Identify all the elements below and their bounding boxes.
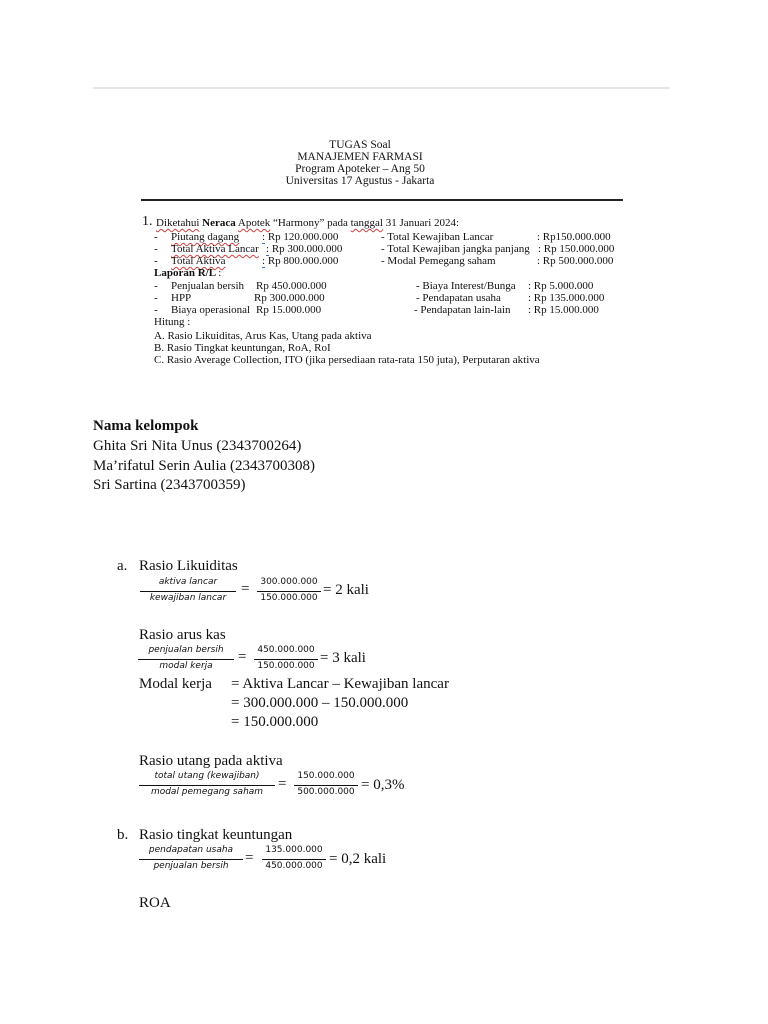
fraction-bar <box>262 859 326 860</box>
fraction-bar <box>139 859 243 860</box>
page-top-divider <box>93 87 670 89</box>
utang-word-fraction <box>139 770 275 800</box>
likuiditas-result: = 2 kali <box>323 582 369 598</box>
fraction-denominator: 150.000.000 <box>260 593 318 603</box>
group-member: Sri Sartina (2343700359) <box>93 477 246 493</box>
modal-kerja-label: Modal kerja <box>139 676 212 692</box>
balance-label: - Modal Pemegang saham <box>381 255 496 267</box>
problem-intro: Diketahui Neraca Apotek “Harmony” pada tanggal 31 Januari 2024: <box>156 217 460 229</box>
balance-label: Total Aktiva <box>171 255 226 267</box>
likuiditas-word-fraction <box>140 576 236 606</box>
fraction-bar <box>294 785 358 786</box>
problem-number: 1. <box>142 214 153 229</box>
group-member: Ma’rifatul Serin Aulia (2343700308) <box>93 458 316 474</box>
dash: - <box>154 231 158 243</box>
income-value: Rp 300.000.000 <box>254 292 325 304</box>
section-a-marker: a. <box>117 558 128 574</box>
income-label: Biaya operasional <box>171 304 251 316</box>
university-title: Universitas 17 Agustus - Jakarta <box>285 175 435 187</box>
keuntungan-result: = 0,2 kali <box>329 851 387 867</box>
keuntungan-value-fraction <box>262 844 326 874</box>
fraction-bar <box>257 591 321 592</box>
fraction-bar <box>139 785 275 786</box>
dash: - <box>154 243 158 255</box>
group-member: Ghita Sri Nita Unus (2343700264) <box>93 438 302 454</box>
income-value: Rp 15.000.000 <box>256 304 322 316</box>
fraction-denominator: modal kerja <box>159 661 213 671</box>
modal-kerja-line: = 300.000.000 – 150.000.000 <box>231 695 409 711</box>
roa-heading: ROA <box>139 895 171 911</box>
equals-sign: = <box>245 850 254 866</box>
fraction-numerator: pendapatan usaha <box>148 845 234 855</box>
balance-label: Piutang dagang <box>171 231 240 243</box>
balance-value: : Rp 150.000.000 <box>538 243 615 255</box>
fraction-numerator: 300.000.000 <box>260 577 318 587</box>
section-b-marker: b. <box>117 827 129 843</box>
fraction-numerator: total utang (kewajiban) <box>154 771 260 781</box>
income-value: Rp 450.000.000 <box>256 280 327 292</box>
balance-label: Total Aktiva Lancar <box>171 243 259 255</box>
income-value: : Rp 135.000.000 <box>528 292 605 304</box>
arus-kas-value-fraction <box>254 644 318 674</box>
balance-value: : Rp150.000.000 <box>537 231 611 243</box>
balance-label: - Total Kewajiban Lancar <box>381 231 494 243</box>
arus-kas-title: Rasio arus kas <box>139 627 226 643</box>
fraction-denominator: 150.000.000 <box>257 661 315 671</box>
equals-sign: = <box>238 649 247 665</box>
balance-value: : Rp 500.000.000 <box>537 255 614 267</box>
fraction-numerator: 150.000.000 <box>297 771 355 781</box>
utang-title: Rasio utang pada aktiva <box>139 753 283 769</box>
dash: - <box>154 280 158 292</box>
course-title: MANAJEMEN FARMASI <box>297 151 423 163</box>
likuiditas-value-fraction <box>257 576 321 606</box>
header-rule <box>141 199 623 201</box>
equals-sign: = <box>278 776 287 792</box>
income-value: : Rp 5.000.000 <box>528 280 594 292</box>
fraction-numerator: aktiva lancar <box>158 577 218 587</box>
arus-kas-result: = 3 kali <box>320 650 366 666</box>
program-title: Program Apoteker – Ang 50 <box>295 163 425 175</box>
task-item: B. Rasio Tingkat keuntungan, RoA, RoI <box>154 342 331 354</box>
fraction-denominator: penjualan bersih <box>153 861 229 871</box>
keuntungan-title: Rasio tingkat keuntungan <box>139 827 293 843</box>
fraction-bar <box>140 591 236 592</box>
arus-kas-word-fraction <box>138 644 234 674</box>
equals-sign: = <box>241 581 250 597</box>
fraction-denominator: modal pemegang saham <box>150 787 264 797</box>
dash: - <box>154 292 158 304</box>
income-label: HPP <box>171 292 192 304</box>
task-item: A. Rasio Likuiditas, Arus Kas, Utang pada aktiva <box>154 330 372 342</box>
fraction-denominator: kewajiban lancar <box>149 593 227 603</box>
balance-value: : Rp 120.000.000 <box>262 231 339 243</box>
fraction-bar <box>254 659 318 660</box>
balance-label: - Total Kewajiban jangka panjang <box>381 243 530 255</box>
income-label: Penjualan bersih <box>171 280 245 292</box>
dash: - <box>154 255 158 267</box>
fraction-numerator: 135.000.000 <box>265 845 323 855</box>
utang-value-fraction <box>294 770 358 800</box>
keuntungan-word-fraction <box>139 844 243 874</box>
dash: - <box>154 304 158 316</box>
fraction-denominator: 500.000.000 <box>297 787 355 797</box>
income-label: - Biaya Interest/Bunga <box>416 280 516 292</box>
balance-value: : Rp 300.000.000 <box>266 243 343 255</box>
assignment-title: TUGAS Soal <box>329 139 391 151</box>
income-label: - Pendapatan lain-lain <box>414 304 511 316</box>
modal-kerja-line: = Aktiva Lancar – Kewajiban lancar <box>231 676 449 692</box>
fraction-numerator: penjualan bersih <box>148 645 224 655</box>
likuiditas-title: Rasio Likuiditas <box>139 558 238 574</box>
balance-value: : Rp 800.000.000 <box>262 255 339 267</box>
fraction-numerator: 450.000.000 <box>257 645 315 655</box>
task-item: C. Rasio Average Collection, ITO (jika persediaan rata-rata 150 juta), Perputaran aktiva <box>154 354 540 366</box>
hitung-label: Hitung : <box>154 316 191 328</box>
income-value: : Rp 15.000.000 <box>528 304 599 316</box>
fraction-denominator: 450.000.000 <box>265 861 323 871</box>
laporan-title: Laporan R/L : <box>154 267 222 279</box>
fraction-bar <box>138 659 234 660</box>
modal-kerja-line: = 150.000.000 <box>231 714 319 730</box>
income-label: - Pendapatan usaha <box>416 292 501 304</box>
utang-result: = 0,3% <box>361 777 405 793</box>
group-title: Nama kelompok <box>93 418 199 434</box>
